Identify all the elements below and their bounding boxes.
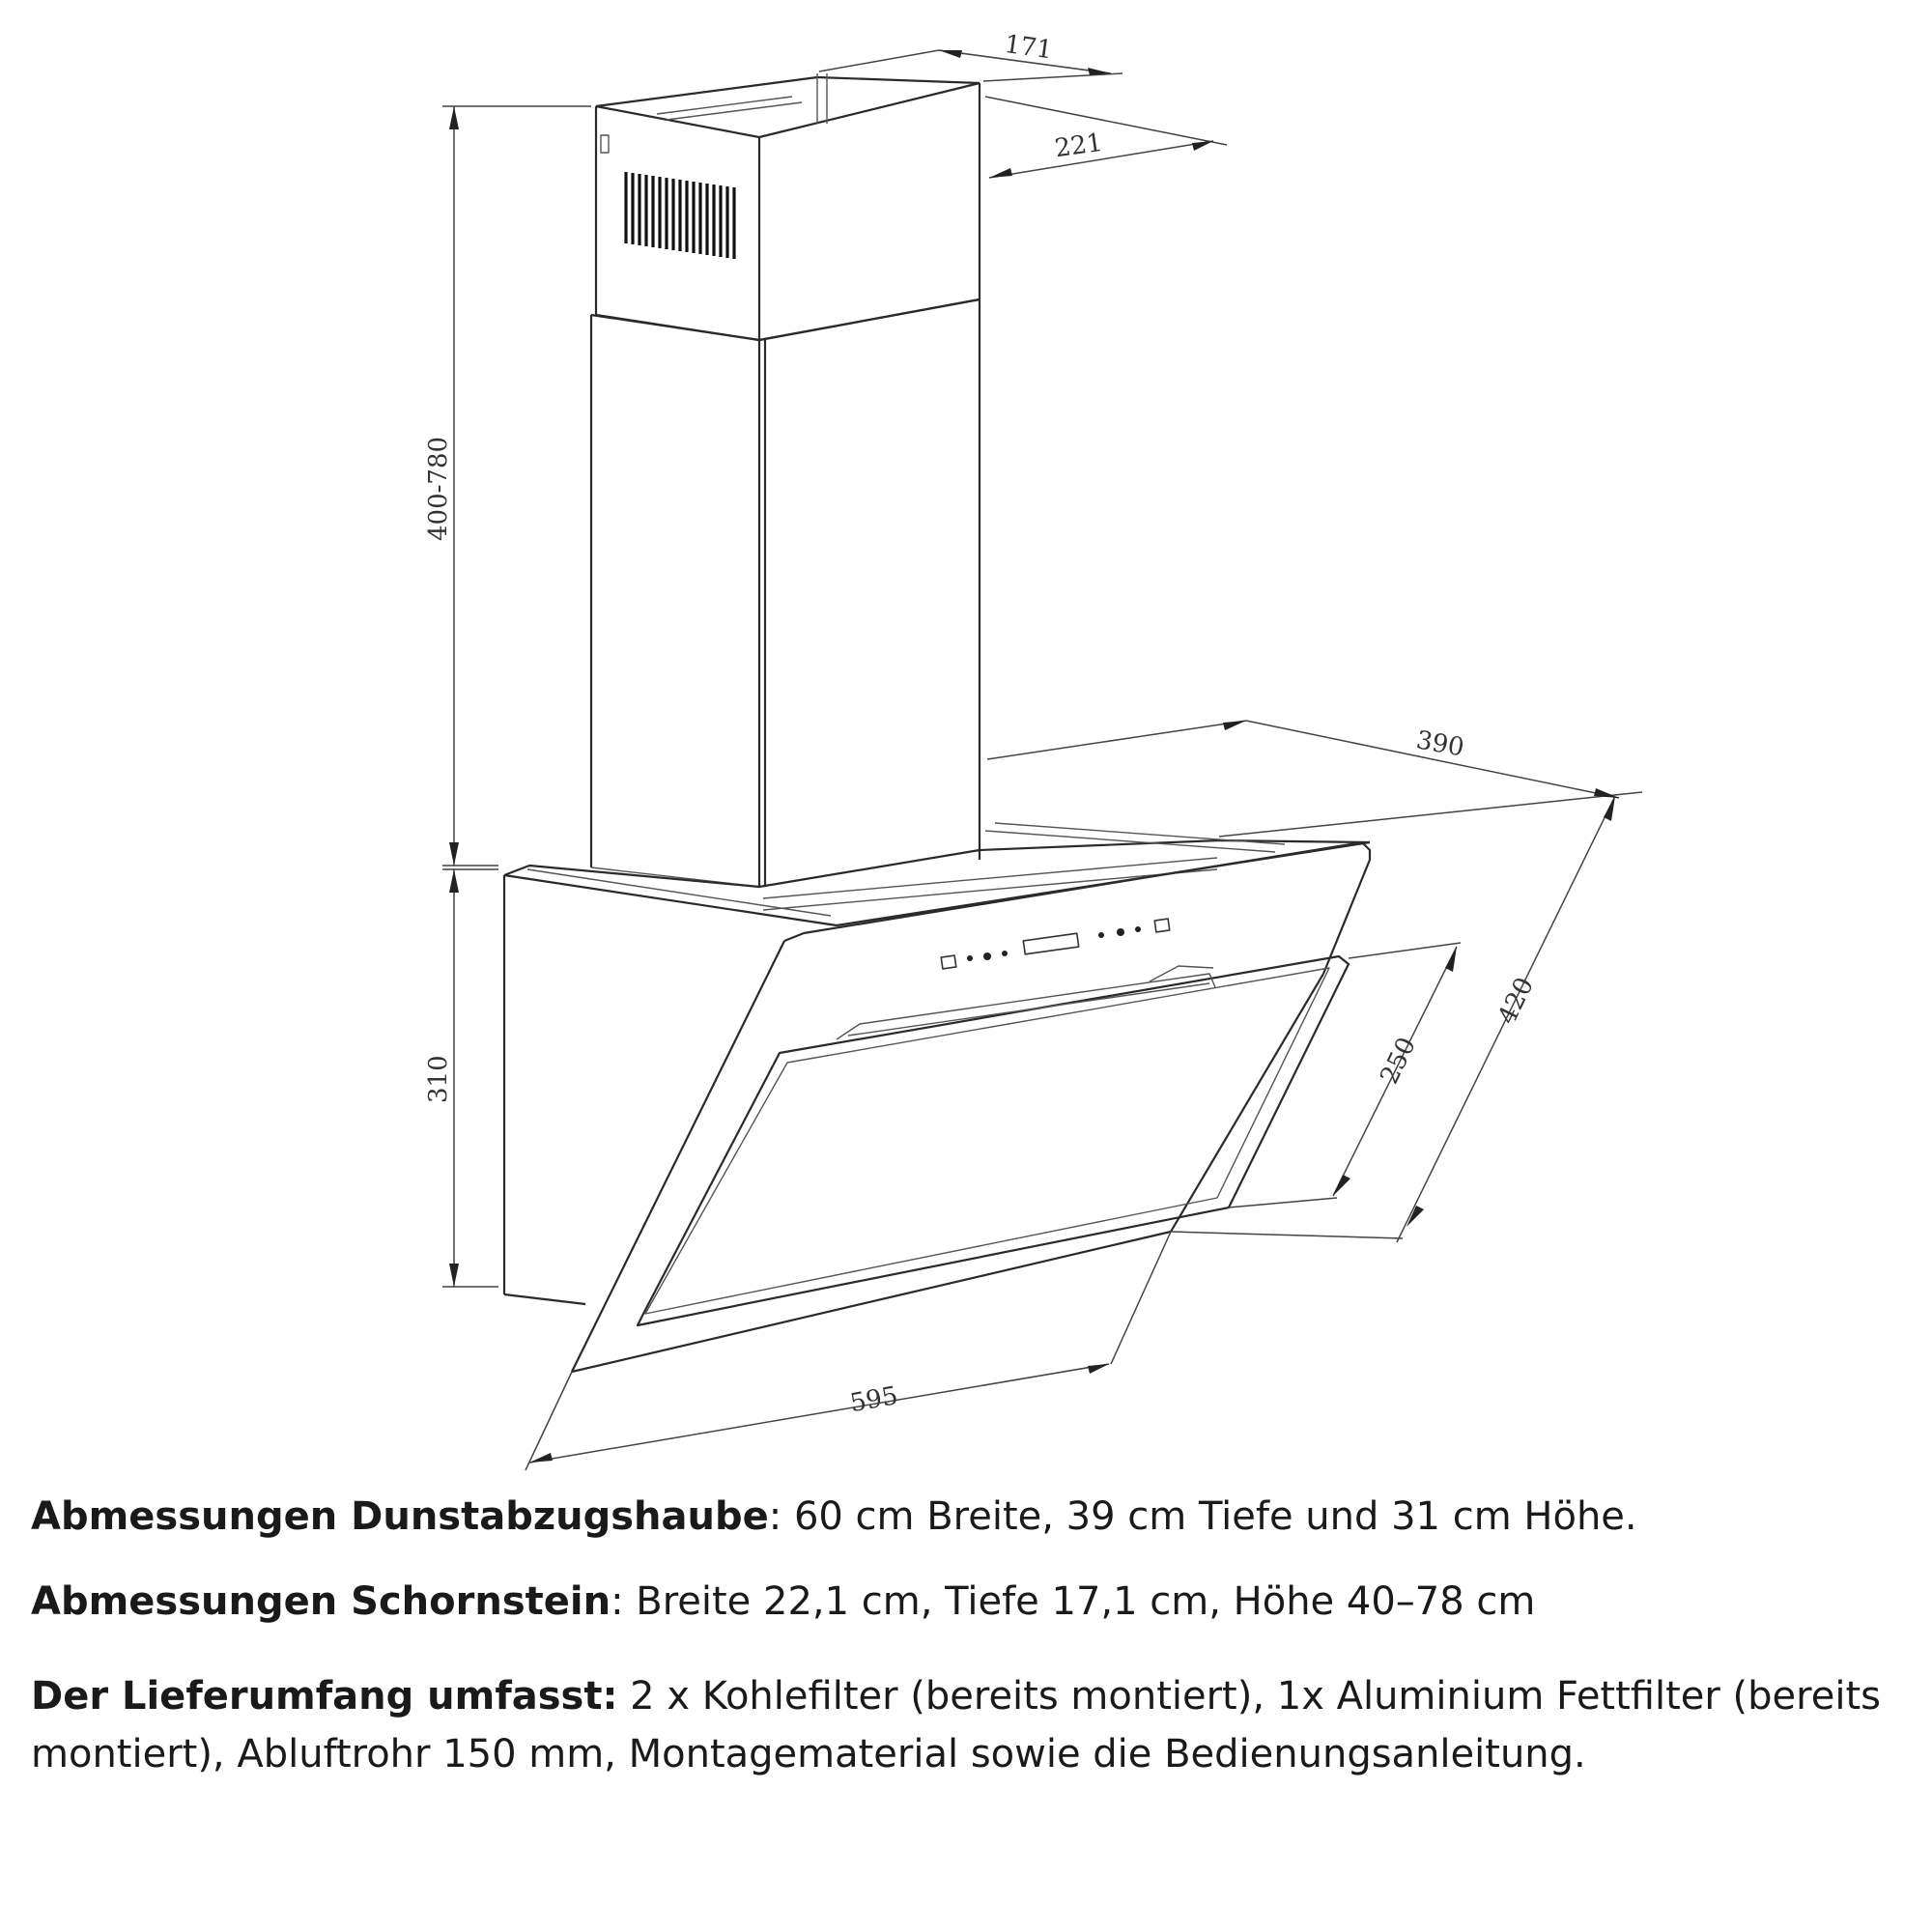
dimension-label-chimney-width: 221 xyxy=(1053,128,1105,164)
dimension-label-chimney-height: 400-780 xyxy=(424,436,453,541)
control-panel xyxy=(941,919,1170,969)
dimension-label-panel-height: 250 xyxy=(1375,1033,1423,1090)
hood-dimensions-text xyxy=(31,1488,1886,1546)
dimension-label-chimney-depth: 171 xyxy=(1003,29,1055,66)
dimension-label-hood-height: 310 xyxy=(424,1055,453,1103)
hood-dimensions-value: : 60 cm Breite, 39 cm Tiefe und 31 cm Höhe. xyxy=(768,1494,1637,1539)
dimension-310 xyxy=(424,869,498,1287)
delivery-scope-value: 2 x Kohlefilter (bereits montiert), 1x Aluminium Fettfilter (bereits montiert), Abluftrohr 150 mm, Montagematerial sowie die Bedienungsanleitung. xyxy=(31,1674,1881,1776)
hood-dimensions-label: Abmessungen Dunstabzugshaube xyxy=(31,1494,769,1539)
dimension-221 xyxy=(985,97,1227,178)
dimension-400-780 xyxy=(424,106,591,866)
chimney-dimensions-label: Abmessungen Schornstein xyxy=(31,1579,611,1624)
dimension-label-hood-depth: 390 xyxy=(1413,725,1466,763)
chimney-dimensions-text xyxy=(31,1573,1886,1631)
hood-body xyxy=(504,823,1370,1372)
dimension-390 xyxy=(987,721,1642,837)
delivery-scope-label: Der Lieferumfang umfasst: xyxy=(31,1674,618,1719)
chimney-lower-section xyxy=(591,299,980,887)
dimension-label-hood-slant: 420 xyxy=(1492,973,1541,1030)
vent-grille xyxy=(626,172,734,259)
dimension-label-hood-width: 595 xyxy=(847,1381,900,1419)
chimney-dimensions-value: : Breite 22,1 cm, Tiefe 17,1 cm, Höhe 40–78 cm xyxy=(611,1579,1536,1624)
delivery-scope-text xyxy=(31,1667,1886,1783)
dimension-171 xyxy=(819,30,1122,81)
